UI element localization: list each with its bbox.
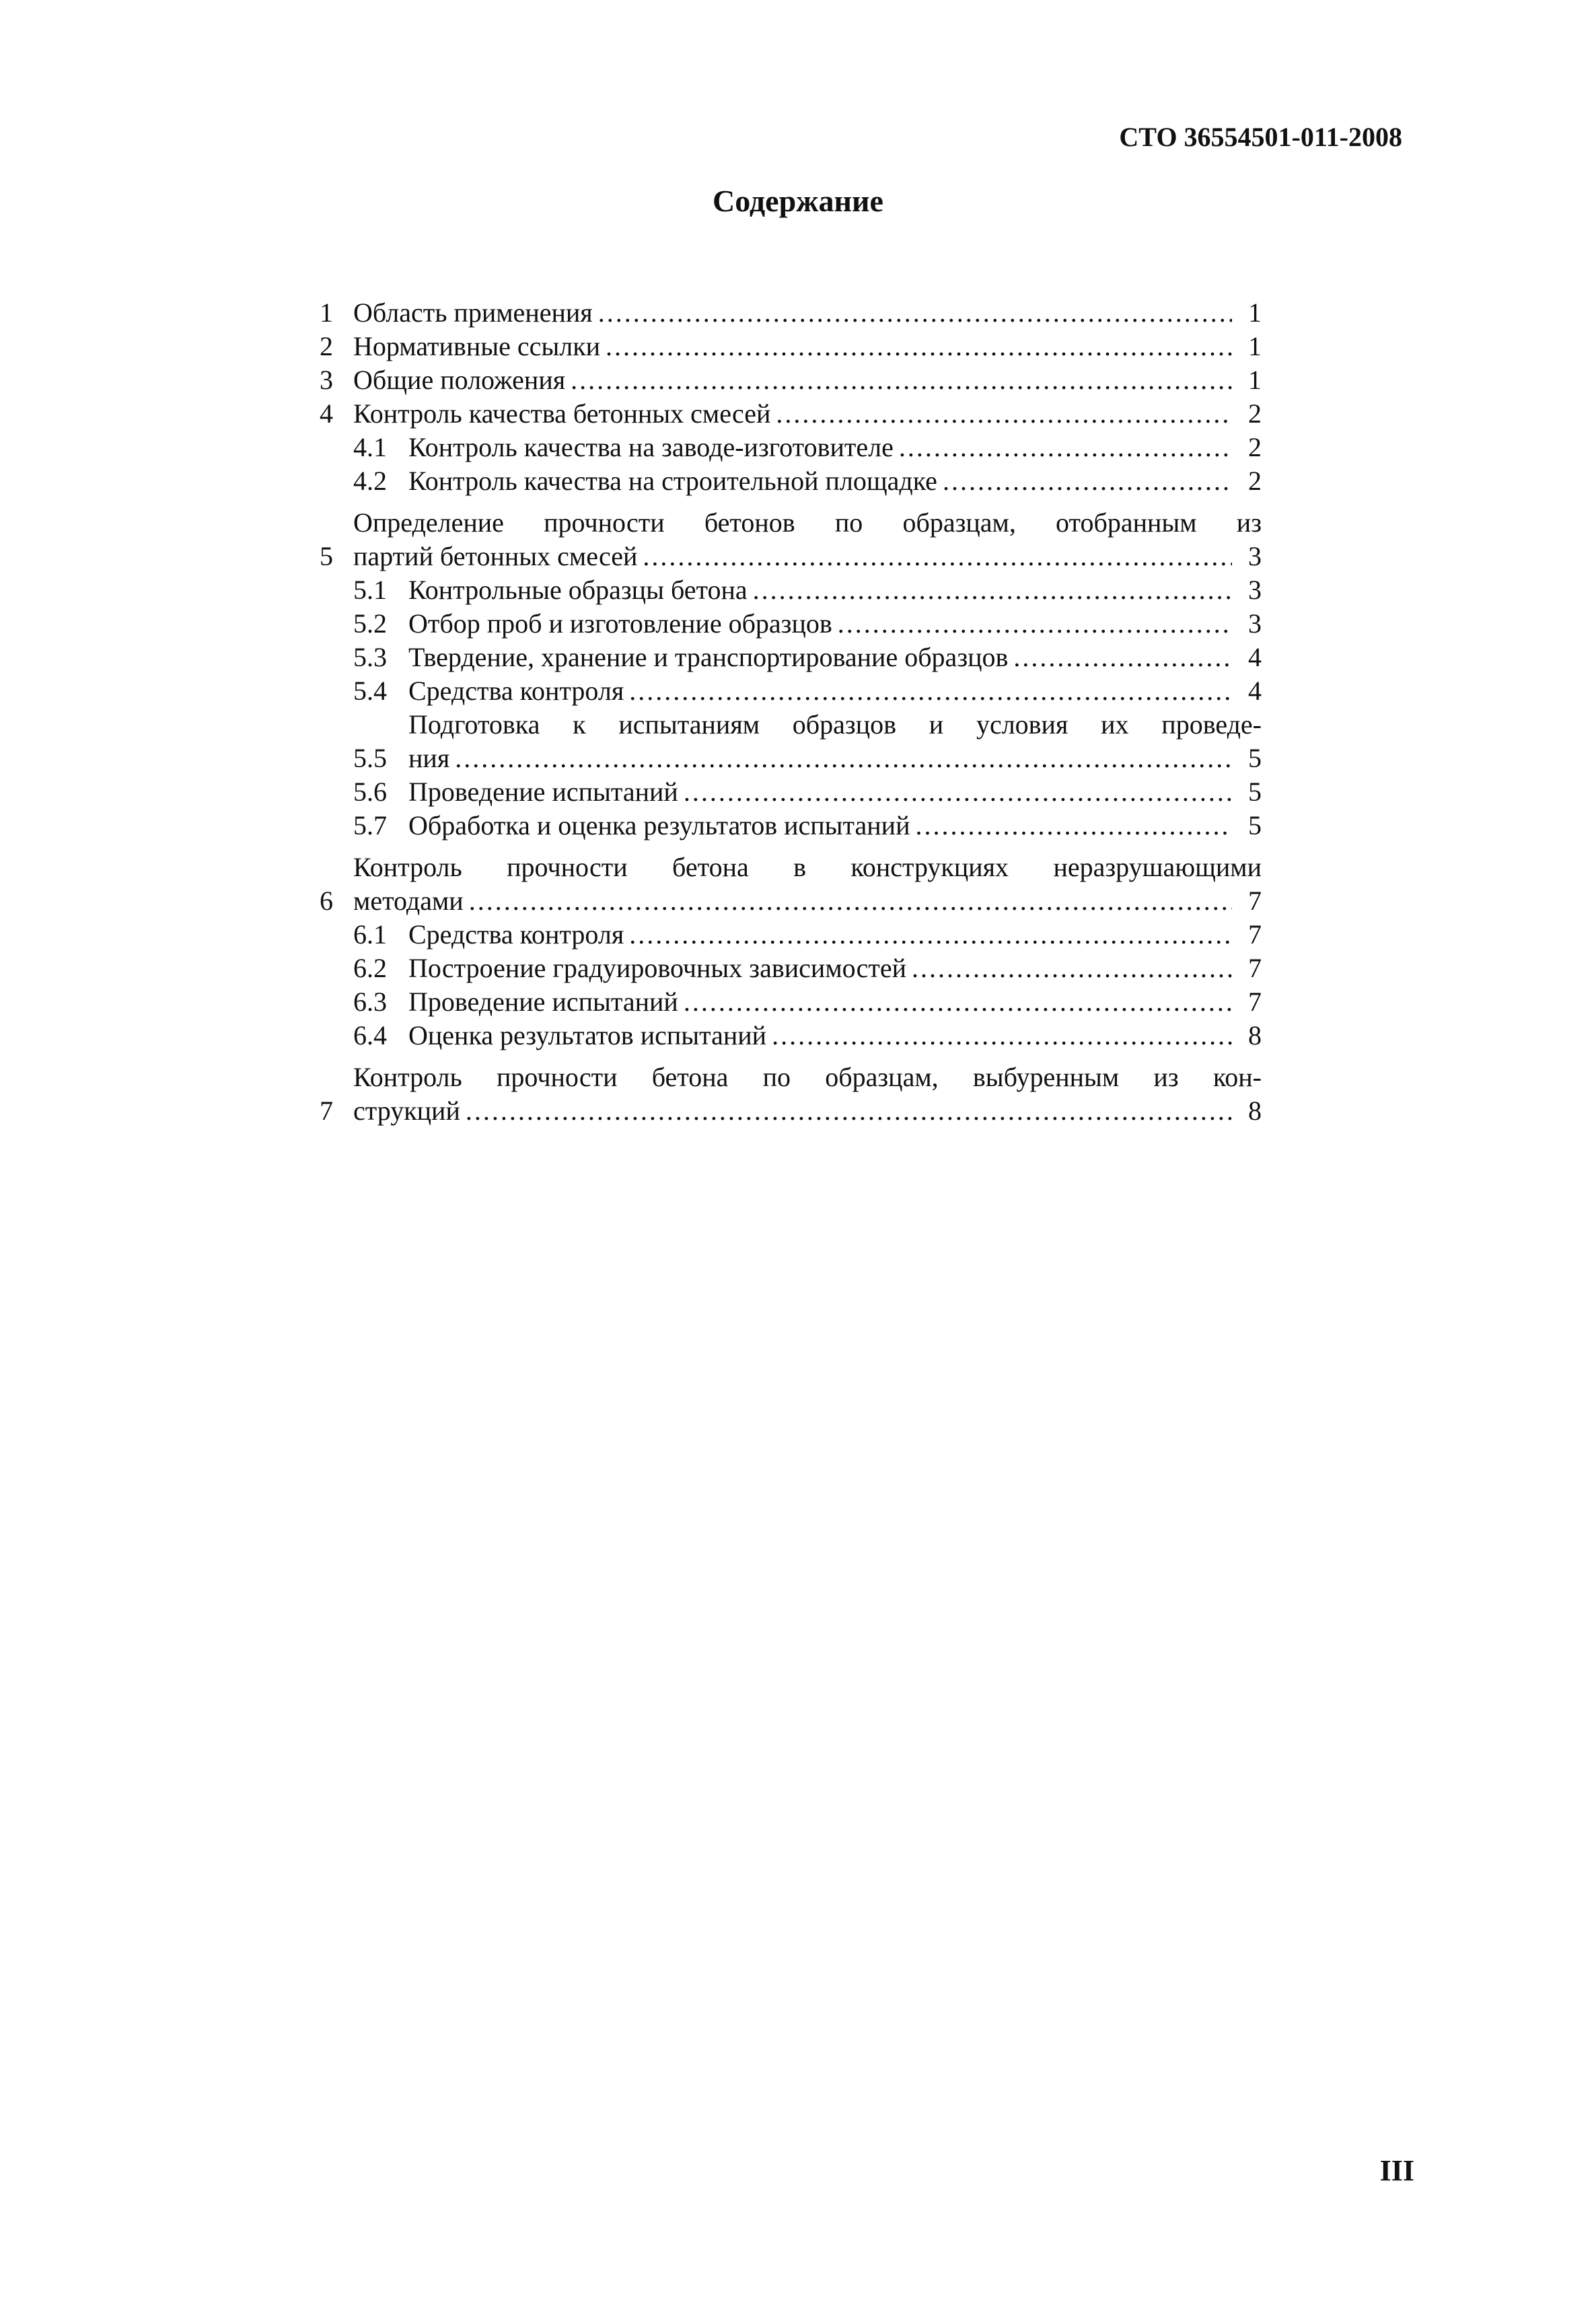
dot-leader: [466, 1094, 1232, 1128]
toc-title: Содержание: [713, 184, 883, 218]
dot-leader: [776, 397, 1232, 431]
toc-entry-number: 6: [320, 886, 333, 916]
toc-entry-title: [353, 397, 1262, 431]
toc-entry[interactable]: [320, 641, 1262, 674]
toc-entry-title-text: Проведение испытаний: [408, 777, 678, 807]
toc-entry-number: 1: [320, 297, 333, 328]
toc-entry-page: 5: [1248, 743, 1262, 773]
dot-leader: [912, 952, 1232, 985]
toc-entry-title: [353, 573, 1262, 607]
toc-entry[interactable]: [320, 330, 1262, 363]
toc-entry-title: [353, 674, 1262, 708]
dot-leader: [684, 775, 1232, 809]
dot-leader: [629, 918, 1232, 952]
toc-entry-page: 7: [1248, 987, 1262, 1017]
toc-entry-title: [353, 1019, 1262, 1052]
toc-entry-title: [353, 985, 1262, 1019]
toc-entry-title-text: партий бетонных смесей: [353, 541, 638, 571]
toc-entry-title-text: Оценка результатов испытаний: [408, 1020, 767, 1050]
toc-entry-page: 2: [1248, 466, 1262, 496]
toc-entry-title: [353, 607, 1262, 641]
dot-leader: [455, 742, 1232, 775]
toc-entry-title: [353, 918, 1262, 952]
dot-leader: [606, 330, 1232, 363]
toc-entry[interactable]: [320, 918, 1262, 952]
toc-entry-number: 5: [320, 541, 333, 571]
toc-entry-title-text: Контроль качества бетонных смесей: [353, 398, 771, 429]
toc-entry-page: 1: [1248, 331, 1262, 361]
toc-entry-number: 5.6: [353, 777, 387, 807]
toc-entry[interactable]: [320, 1061, 1262, 1128]
toc-entry-page: 4: [1248, 676, 1262, 706]
toc-entry-number: 6.2: [353, 953, 387, 983]
toc-entry-title-text: Контроль качества на строительной площадке: [408, 466, 937, 496]
toc-entry-title: [353, 952, 1262, 985]
toc-entry-title: [353, 464, 1262, 498]
dot-leader: [838, 607, 1232, 641]
toc-entry-title-text: Проведение испытаний: [408, 987, 678, 1017]
dot-leader: [772, 1019, 1232, 1052]
toc-entry-page: 3: [1248, 575, 1262, 605]
toc-entry-title: [353, 431, 1262, 464]
toc-entry-page: 5: [1248, 810, 1262, 841]
toc-entry-title-text: Средства контроля: [408, 919, 624, 950]
toc-entry[interactable]: [320, 985, 1262, 1019]
toc-entry-title-text: Область применения: [353, 297, 593, 328]
toc-entry[interactable]: [320, 573, 1262, 607]
dot-leader: [915, 809, 1232, 843]
toc-entry[interactable]: [320, 397, 1262, 431]
toc-entry[interactable]: [320, 851, 1262, 918]
toc-entry-title-text: Твердение, хранение и транспортирование образцов: [408, 642, 1009, 672]
toc-entry-title: [353, 363, 1262, 397]
toc-entry-number: 5.3: [353, 642, 387, 672]
toc-entry-number: 5.7: [353, 810, 387, 841]
dot-leader: [571, 363, 1232, 397]
toc-entry[interactable]: [320, 363, 1262, 397]
toc-entry-page: 4: [1248, 642, 1262, 672]
toc-entry-title-first-line: Подготовка к испытаниям образцов и условия их проведе-: [408, 709, 1262, 740]
toc-entry-page: 3: [1248, 541, 1262, 571]
dot-leader: [643, 540, 1232, 573]
table-of-contents: [320, 296, 1262, 1128]
toc-entry-page: 2: [1248, 432, 1262, 462]
toc-entry[interactable]: [320, 809, 1262, 843]
toc-entry-title: [353, 708, 1262, 775]
toc-entry-page: 5: [1248, 777, 1262, 807]
toc-entry-title-text: Построение градуировочных зависимостей: [408, 953, 907, 983]
toc-entry-number: 4.1: [353, 432, 387, 462]
dot-leader: [469, 884, 1232, 918]
toc-entry[interactable]: [320, 464, 1262, 498]
dot-leader: [899, 431, 1232, 464]
toc-entry-page: 7: [1248, 886, 1262, 916]
toc-entry-title-text: Средства контроля: [408, 676, 624, 706]
toc-entry-number: 6.1: [353, 919, 387, 950]
toc-entry[interactable]: [320, 607, 1262, 641]
toc-entry-page: 7: [1248, 953, 1262, 983]
toc-entry-page: 1: [1248, 297, 1262, 328]
toc-entry-title: [353, 1061, 1262, 1128]
dot-leader: [684, 985, 1232, 1019]
toc-entry-number: 5.1: [353, 575, 387, 605]
toc-entry-number: 5.4: [353, 676, 387, 706]
dot-leader: [1013, 641, 1232, 674]
toc-entry-title-text: Контрольные образцы бетона: [408, 575, 748, 605]
toc-entry[interactable]: [320, 506, 1262, 573]
toc-entry-number: 5.2: [353, 608, 387, 639]
toc-entry-number: 6.4: [353, 1020, 387, 1050]
toc-entry-title: [353, 296, 1262, 330]
toc-entry[interactable]: [320, 674, 1262, 708]
toc-entry-title-text: струкций: [353, 1096, 460, 1126]
toc-entry-number: 3: [320, 365, 333, 395]
toc-entry-title: [353, 641, 1262, 674]
toc-entry-title-text: Контроль качества на заводе-изготовителе: [408, 432, 894, 462]
toc-entry-title: [353, 775, 1262, 809]
page-number: III: [1379, 2154, 1414, 2187]
toc-entry-title-first-line: Контроль прочности бетона по образцам, выбуренным из кон-: [353, 1062, 1262, 1092]
document-code: СТО 36554501-011-2008: [1119, 122, 1402, 152]
dot-leader: [629, 674, 1232, 708]
dot-leader: [598, 296, 1232, 330]
toc-entry-title: [353, 851, 1262, 918]
toc-entry-number: 6.3: [353, 987, 387, 1017]
dot-leader: [943, 464, 1232, 498]
toc-entry-title: [353, 809, 1262, 843]
toc-entry[interactable]: [320, 952, 1262, 985]
toc-entry-title-first-line: Определение прочности бетонов по образцам, отобранным из: [353, 507, 1262, 538]
toc-entry-title: [353, 330, 1262, 363]
toc-entry-title: [353, 506, 1262, 573]
toc-entry-number: 5.5: [353, 743, 387, 773]
toc-entry-number: 7: [320, 1096, 333, 1126]
dot-leader: [753, 573, 1232, 607]
toc-entry-number: 2: [320, 331, 333, 361]
toc-entry-title-text: Обработка и оценка результатов испытаний: [408, 810, 910, 841]
toc-entry[interactable]: [320, 296, 1262, 330]
toc-entry[interactable]: [320, 431, 1262, 464]
toc-entry-title-text: Отбор проб и изготовление образцов: [408, 608, 832, 639]
toc-entry[interactable]: [320, 708, 1262, 775]
toc-entry-title-text: методами: [353, 886, 464, 916]
toc-entry[interactable]: [320, 1019, 1262, 1052]
toc-entry-page: 1: [1248, 365, 1262, 395]
toc-entry-page: 7: [1248, 919, 1262, 950]
toc-entry[interactable]: [320, 775, 1262, 809]
toc-entry-page: 2: [1248, 398, 1262, 429]
toc-entry-number: 4.2: [353, 466, 387, 496]
toc-entry-title-first-line: Контроль прочности бетона в конструкциях неразрушающими: [353, 852, 1262, 882]
toc-entry-page: 3: [1248, 608, 1262, 639]
toc-entry-title-text: Нормативные ссылки: [353, 331, 601, 361]
toc-entry-page: 8: [1248, 1096, 1262, 1126]
toc-entry-page: 8: [1248, 1020, 1262, 1050]
toc-entry-number: 4: [320, 398, 333, 429]
toc-entry-title-text: Общие положения: [353, 365, 566, 395]
toc-entry-title-text: ния: [408, 743, 450, 773]
